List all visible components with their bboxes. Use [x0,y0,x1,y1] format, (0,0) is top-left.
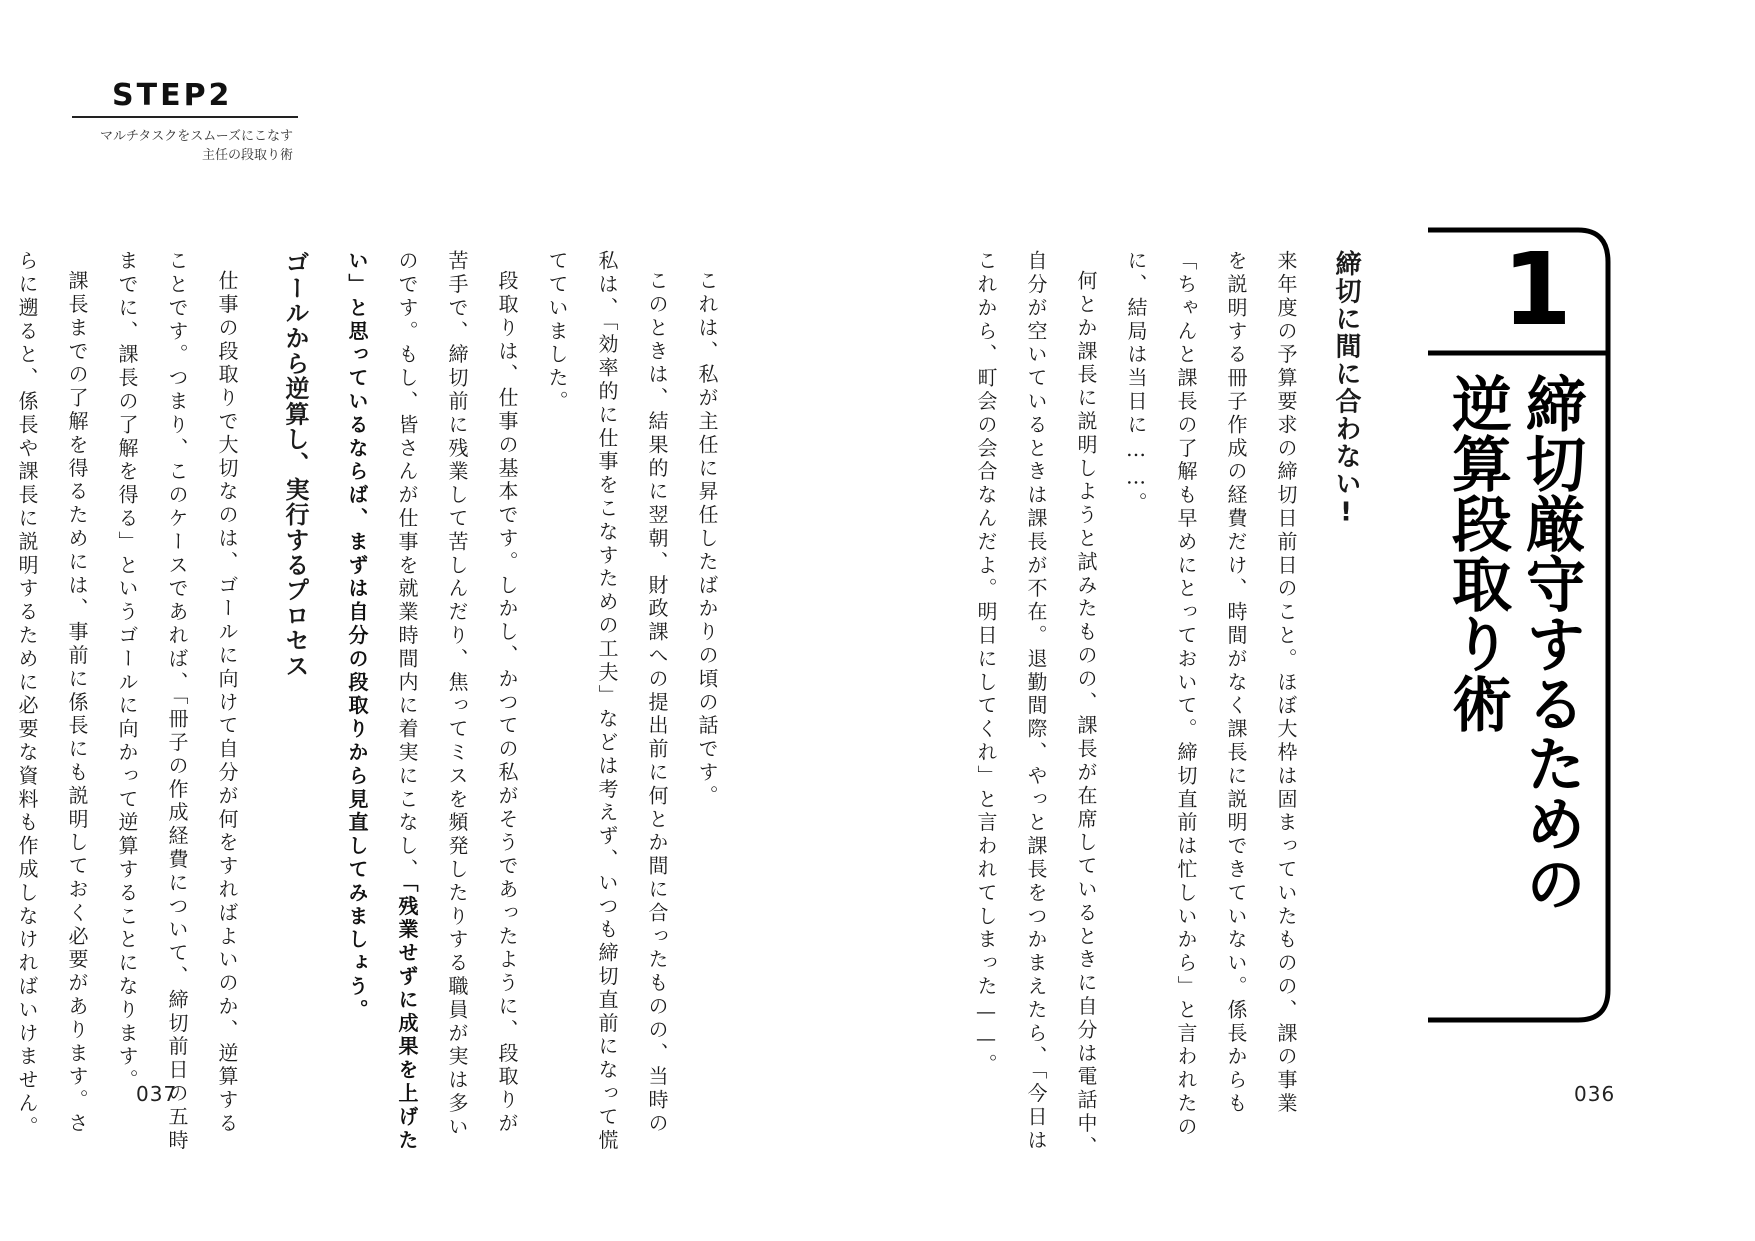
step-subtitle [100,127,293,165]
left-section2-column-4: 課長までの了解を得るためには、事前に係長にも説明しておく必要があります。さ [65,270,89,1136]
page-number-right: 036 [1574,1082,1616,1106]
chapter-title-line1: 締切厳守するための [1516,373,1586,913]
right-column-4: に、結局は当日に……。 [1124,250,1148,516]
step-subtitle-line1: マルチタスクをスムーズにこなす [99,129,293,144]
process-subheading: ゴールから逆算し、実行するプロセス [281,250,309,679]
left-section2-column-3: までに、課長の了解を得る」というゴールに向かって逆算することになります。 [115,250,139,1093]
left-column-8: い」と思っているならば、まずは自分の段取りから見直してみましょう。 [345,250,369,1023]
left-column-7-bold: 「残業せずに成果を上げた [395,881,419,1153]
left-column-1: これは、私が主任に昇任したばかりの頃の話です。 [695,270,719,809]
right-column-6: 自分が空いているときは課長が不在。退勤間際、やっと課長をつかまえたら、「今日は [1024,250,1048,1153]
left-column-3: 私は、「効率的に仕事をこなすための工夫」などは考えず、いつも締切直前になって慌 [595,250,619,1153]
scenario-heading: 締切に間に合わない! [1331,250,1361,529]
left-section2-column-1: 仕事の段取りで大切なのは、ゴールに向けて自分が何をすればよいのか、逆算する [215,270,239,1136]
right-column-2: を説明する冊子作成の経費だけ、時間がなく課長に説明できていない。係長からも [1224,250,1248,1116]
left-section2-column-2: ことです。つまり、このケースであれば、「冊子の作成経費について、締切前日の五時 [165,250,189,1153]
left-column-6: 苦手で、締切前に残業して苦しんだり、焦ってミスを頻発したりする職員が実は多い [445,250,469,1140]
chapter-number: 1 [1502,231,1572,348]
right-column-5: 何とか課長に説明しようと試みたものの、課長が在席しているときに自分は電話中、 [1074,270,1098,1160]
left-column-2: このときは、結果的に翌朝、財政課への提出前に何とか間に合ったものの、当時の [645,270,669,1136]
left-column-4: てていました。 [545,250,569,414]
step-subtitle-line2: 主任の段取り術 [201,148,293,163]
left-section2-column-5: らに遡ると、係長や課長に説明するために必要な資料も作成しなければいけません。 [15,250,39,1140]
page-number-left: 037 [136,1082,178,1106]
right-column-7: これから、町会の会合なんだよ。明日にしてくれ」と言われてしまった——。 [974,250,998,1077]
left-column-7-normal: のです。もし、皆さんが仕事を就業時間内に着実にこなし、 [395,250,419,882]
chapter-title-line2: 逆算段取り術 [1442,373,1512,733]
left-column-7 [397,250,417,1153]
step-label: STEP2 [112,78,233,113]
right-column-3: 「ちゃんと課長の了解も早めにとっておいて。締切直前は忙しいから」と言われたの [1174,250,1198,1140]
right-column-1: 来年度の予算要求の締切日前日のこと。ほぼ大枠は固まっていたものの、課の事業 [1274,250,1298,1116]
step-divider [72,116,298,118]
left-column-5: 段取りは、仕事の基本です。しかし、かつての私がそうであったように、段取りが [495,270,519,1136]
